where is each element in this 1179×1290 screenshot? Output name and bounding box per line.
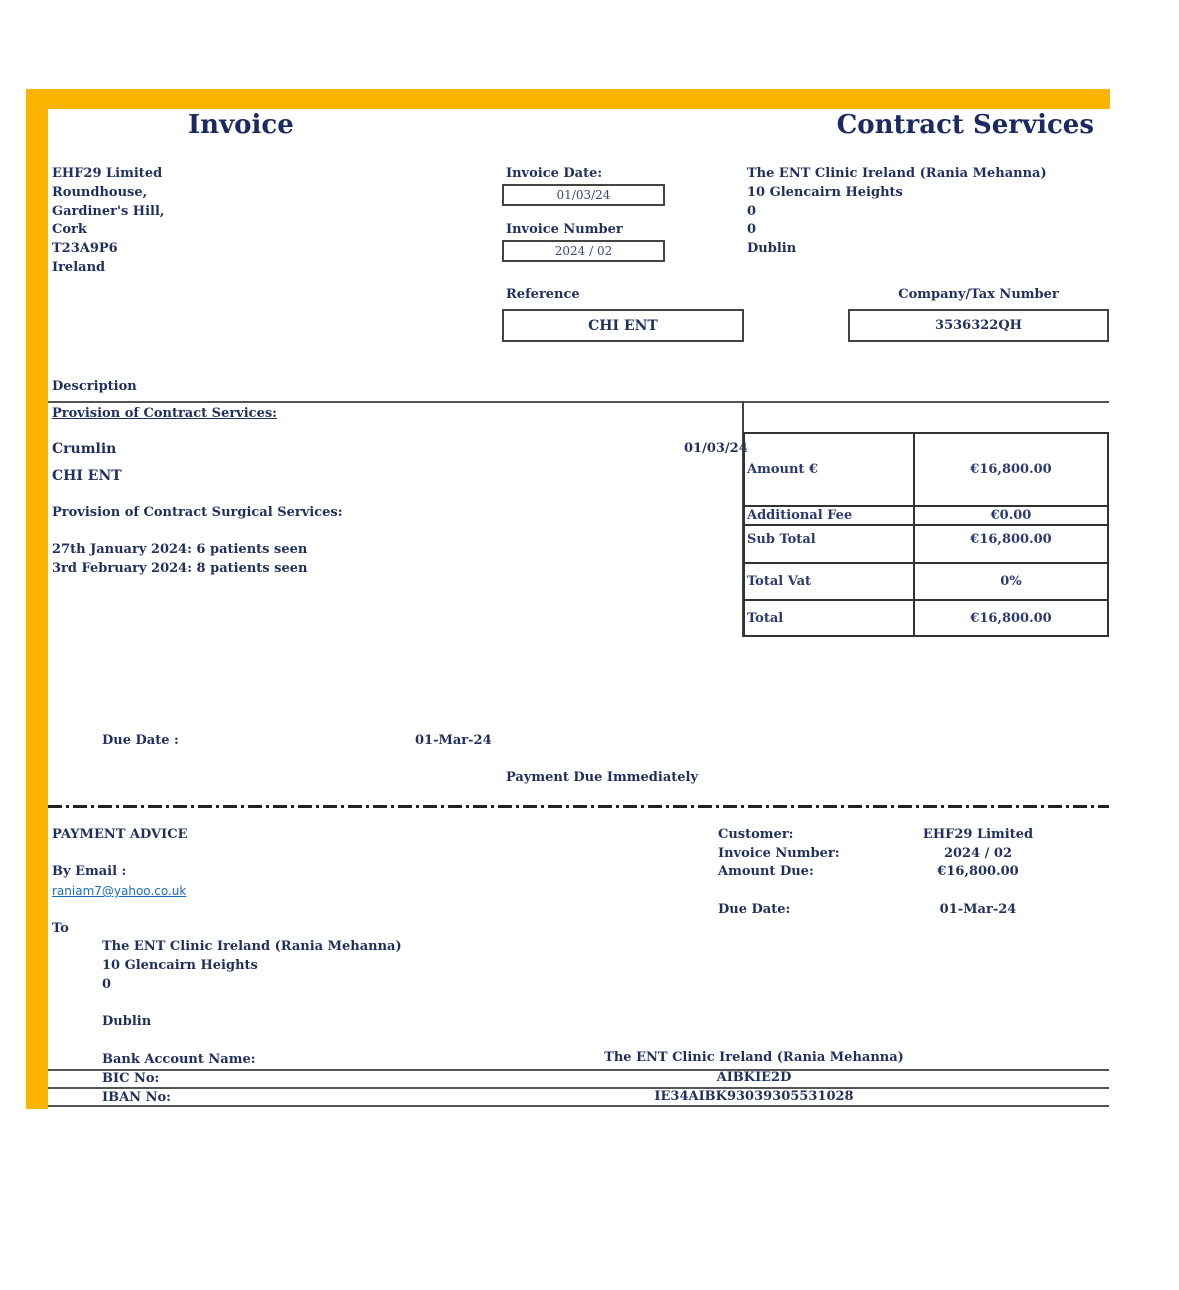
sender-line: EHF29 Limited [52, 166, 163, 181]
summary-value: 01-Mar-24 [939, 902, 1017, 917]
accent-frame-top [26, 89, 1110, 109]
summary-label: Invoice Number: [718, 846, 840, 861]
service-item: 27th January 2024: 6 patients seen [52, 542, 308, 557]
summary-value: €16,800.00 [937, 864, 1019, 879]
totals-label: Total [744, 600, 914, 636]
service-reference: CHI ENT [52, 468, 122, 484]
recipient-line: 0 [747, 204, 757, 219]
email-label: By Email : [52, 864, 127, 879]
sender-line: Gardiner's Hill, [52, 204, 165, 219]
totals-row-subtotal [744, 525, 1108, 563]
service-item: 3rd February 2024: 8 patients seen [52, 561, 308, 576]
iban-value: IE34AIBK93039305531028 [654, 1089, 854, 1104]
to-line: The ENT Clinic Ireland (Rania Mehanna) [102, 939, 402, 954]
tear-off-line [48, 805, 1109, 808]
accent-frame-left [26, 89, 48, 1109]
service-date: 01/03/24 [684, 441, 748, 456]
summary-value: 2024 / 02 [943, 846, 1013, 861]
summary-label: Amount Due: [718, 864, 814, 879]
totals-row-additional-fee [744, 506, 1108, 525]
reference-label: Reference [506, 287, 580, 302]
tax-number-field: 3536322QH [848, 309, 1109, 342]
recipient-line: 0 [747, 222, 757, 237]
recipient-line: Dublin [747, 241, 797, 256]
service-location: Crumlin [52, 441, 117, 457]
bank-account-name-label: Bank Account Name: [102, 1052, 256, 1067]
invoice-number-field: 2024 / 02 [502, 240, 665, 262]
totals-value: €16,800.00 [914, 600, 1108, 636]
due-date-value: 01-Mar-24 [415, 733, 492, 748]
service-title: Provision of Contract Surgical Services: [52, 505, 343, 520]
totals-table [743, 432, 1109, 637]
totals-value: 0% [914, 563, 1108, 600]
bank-account-name-value: The ENT Clinic Ireland (Rania Mehanna) [604, 1050, 904, 1065]
sender-line: Cork [52, 222, 87, 237]
bic-label: BIC No: [102, 1071, 160, 1086]
totals-value: €16,800.00 [914, 433, 1108, 506]
invoice-subtitle: Contract Services [836, 110, 1094, 140]
tax-number-label: Company/Tax Number [898, 287, 1059, 302]
to-label: To [52, 921, 69, 936]
payment-advice-title: PAYMENT ADVICE [52, 827, 188, 842]
totals-value: €0.00 [914, 506, 1108, 525]
invoice-date-label: Invoice Date: [506, 166, 603, 181]
totals-label: Total Vat [744, 563, 914, 600]
payment-note: Payment Due Immediately [506, 770, 699, 785]
summary-value: EHF29 Limited [922, 827, 1034, 842]
to-line: Dublin [102, 1014, 152, 1029]
recipient-line: The ENT Clinic Ireland (Rania Mehanna) [747, 166, 1047, 181]
to-line: 10 Glencairn Heights [102, 958, 258, 973]
invoice-date-field: 01/03/24 [502, 184, 665, 206]
section-title: Provision of Contract Services: [52, 406, 277, 421]
totals-row-amount [744, 433, 1108, 506]
totals-label: Additional Fee [744, 506, 914, 525]
to-line: 0 [102, 977, 112, 992]
summary-label: Customer: [718, 827, 794, 842]
totals-row-vat [744, 563, 1108, 600]
invoice-number-label: Invoice Number [506, 222, 623, 237]
reference-field: CHI ENT [502, 309, 744, 342]
bank-divider [48, 1105, 1109, 1107]
recipient-line: 10 Glencairn Heights [747, 185, 903, 200]
email-link[interactable]: raniam7@yahoo.co.uk [52, 884, 187, 898]
description-header: Description [52, 379, 137, 394]
totals-label: Sub Total [744, 525, 914, 563]
due-date-label: Due Date : [102, 733, 179, 748]
sender-line: Ireland [52, 260, 106, 275]
totals-row-total [744, 600, 1108, 636]
totals-value: €16,800.00 [914, 525, 1108, 563]
summary-label: Due Date: [718, 902, 791, 917]
totals-label: Amount € [744, 433, 914, 506]
invoice-title: Invoice [188, 110, 294, 140]
description-divider [48, 401, 1109, 403]
iban-label: IBAN No: [102, 1090, 171, 1105]
sender-line: Roundhouse, [52, 185, 148, 200]
bic-value: AIBKIE2D [716, 1070, 792, 1085]
sender-line: T23A9P6 [52, 241, 118, 256]
